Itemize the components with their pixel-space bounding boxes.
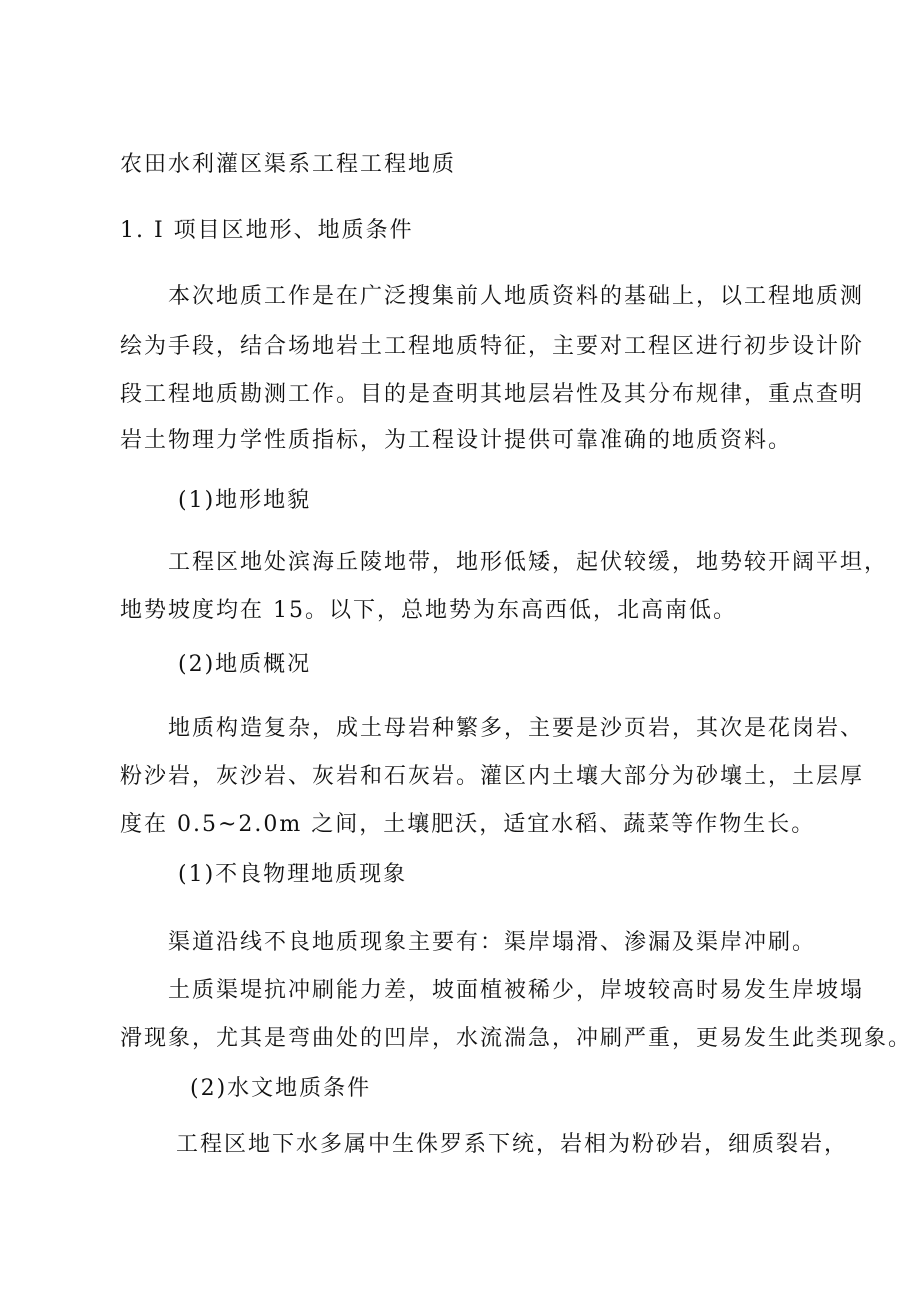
terrain-line-1: 工程区地处滨海丘陵地带，地形低矮，起伏较缓，地势较开阔平坦， xyxy=(168,550,889,575)
intro-line-2: 绘为手段，结合场地岩土工程地质特征，主要对工程区进行初步设计阶 xyxy=(120,334,865,359)
geology-line-3: 度在 0.5~2.0m 之间，土壤肥沃，适宜水稻、蔬菜等作物生长。 xyxy=(120,812,816,837)
document-title: 农田水利灌区渠系工程工程地质 xyxy=(120,152,457,177)
hydro-line-1: 工程区地下水多属中生侏罗系下统，岩相为粉砂岩，细质裂岩， xyxy=(176,1132,849,1157)
intro-line-4: 岩土物理力学性质指标，为工程设计提供可靠准确的地质资料。 xyxy=(120,428,793,453)
terrain-line-2: 地势坡度均在 15。以下，总地势为东高西低，北高南低。 xyxy=(120,598,737,623)
adverse-line-2: 土质渠堤抗冲刷能力差，坡面植被稀少，岸坡较高时易发生岸坡塌 xyxy=(168,978,865,1003)
intro-line-1: 本次地质工作是在广泛搜集前人地质资料的基础上，以工程地质测 xyxy=(168,284,865,309)
geology-line-1: 地质构造复杂，成土母岩种繁多，主要是沙页岩，其次是花岗岩、 xyxy=(168,716,865,741)
sub-heading-geology: (2)地质概况 xyxy=(178,652,312,677)
adverse-line-1: 渠道沿线不良地质现象主要有：渠岸塌滑、渗漏及渠岸冲刷。 xyxy=(168,930,817,955)
sub-heading-terrain: (1)地形地貌 xyxy=(178,488,312,513)
sub-heading-adverse-geology: (1)不良物理地质现象 xyxy=(178,862,408,887)
geology-line-2: 粉沙岩，灰沙岩、灰岩和石灰岩。灌区内土壤大部分为砂壤土，土层厚 xyxy=(120,764,865,789)
sub-heading-hydrogeology: (2)水文地质条件 xyxy=(190,1076,372,1101)
adverse-line-3: 滑现象，尤其是弯曲处的凹岸，水流湍急，冲刷严重，更易发生此类现象。 xyxy=(120,1026,913,1051)
intro-line-3: 段工程地质勘测工作。目的是查明其地层岩性及其分布规律，重点查明 xyxy=(120,382,865,407)
section-heading: 1. I 项目区地形、地质条件 xyxy=(120,218,414,243)
